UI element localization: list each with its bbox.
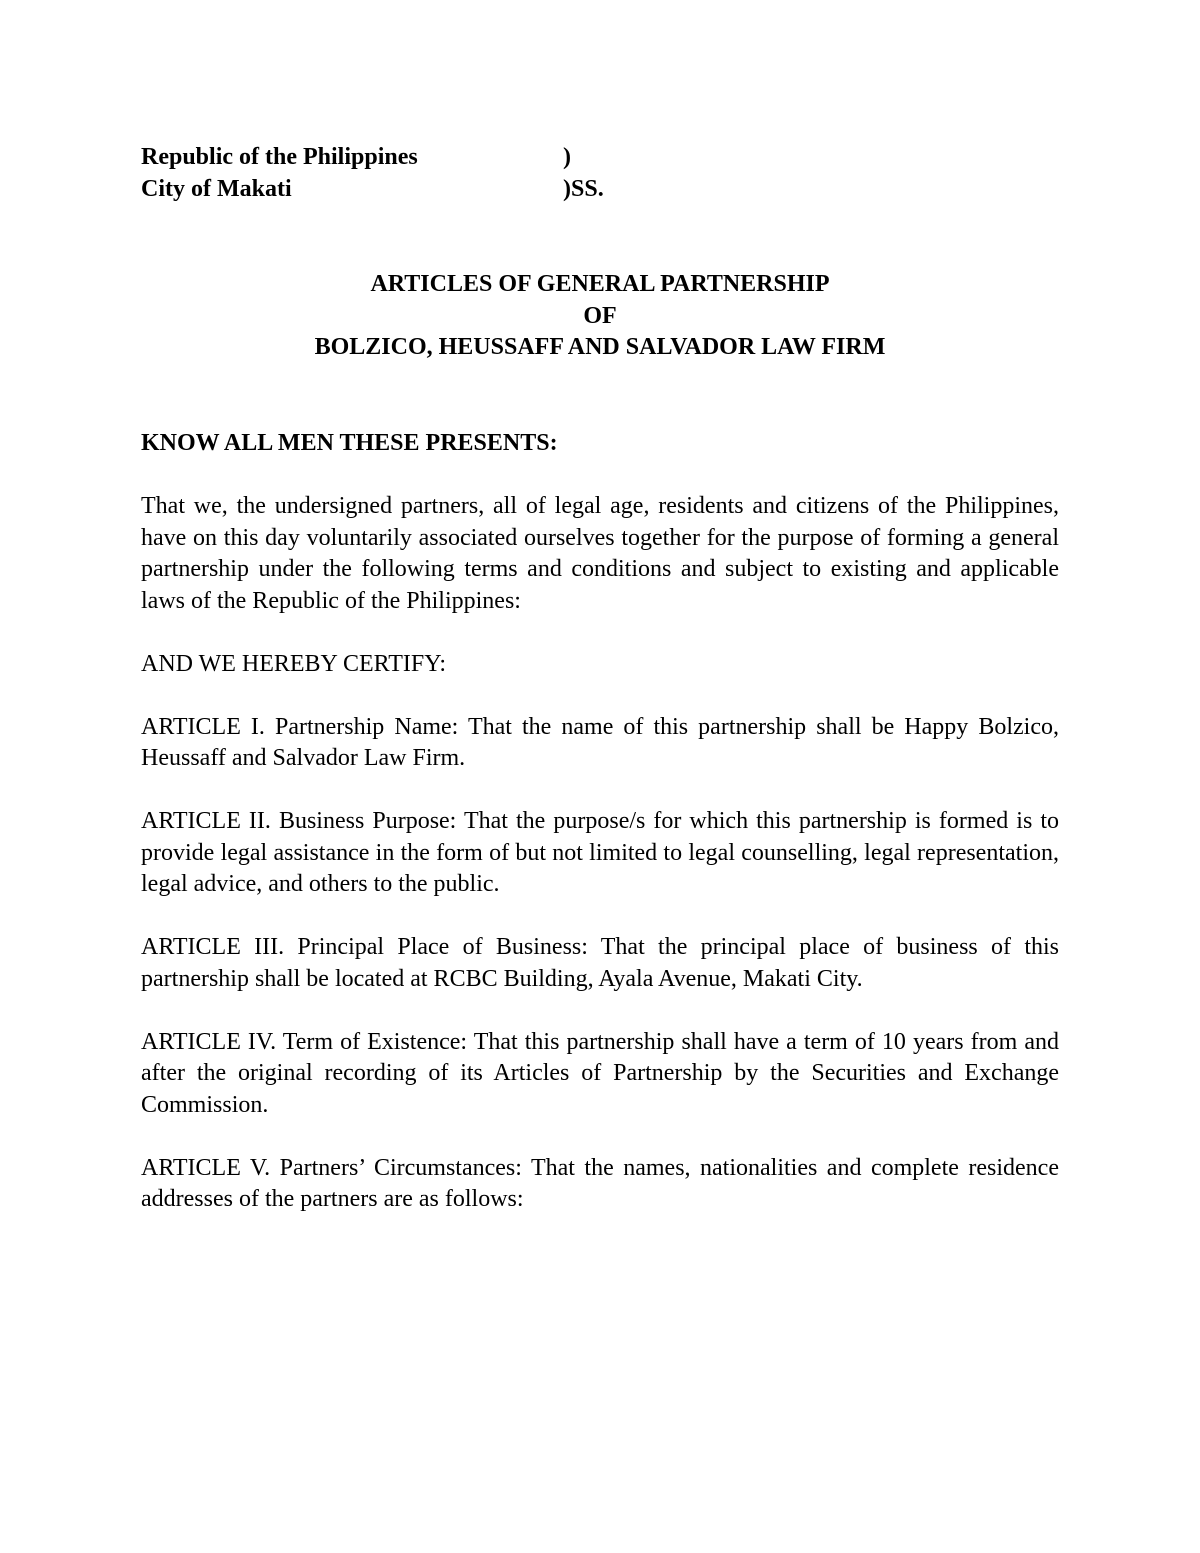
venue-country-bracket: )	[563, 144, 571, 170]
venue-block	[141, 142, 741, 206]
certify-line: AND WE HEREBY CERTIFY:	[141, 650, 447, 677]
article-4: ARTICLE IV. Term of Existence: That this partnership shall have a term of 10 years from and after the original recording of its Articles of Partnership by the Securities and Exchange Commission.	[141, 1028, 1059, 1118]
article-1: ARTICLE I. Partnership Name: That the name of this partnership shall be Happy Bolzico, Heussaff and Salvador Law Firm.	[141, 713, 1059, 771]
title-line-3: BOLZICO, HEUSSAFF AND SALVADOR LAW FIRM	[314, 334, 886, 360]
venue-city: City of Makati	[141, 176, 292, 202]
document-body	[141, 428, 1059, 1247]
salutation: KNOW ALL MEN THESE PRESENTS:	[141, 430, 558, 456]
venue-row-country	[141, 142, 741, 174]
title-line-2: OF	[583, 302, 617, 329]
article-3: ARTICLE III. Principal Place of Business: That the principal place of business of this partnership shall be located at RCBC Building, Ayala Avenue, Makati City.	[141, 934, 1059, 992]
venue-row-city	[141, 174, 741, 206]
article-5: ARTICLE V. Partners’ Circumstances: That the names, nationalities and complete residence addresses of the partners are as follows:	[141, 1154, 1059, 1212]
intro-paragraph: That we, the undersigned partners, all of legal age, residents and citizens of the Philippines, have on this day voluntarily associated ourselves together for the purpose of forming a general partnership under the following terms and conditions and subject to existing and applicable laws of the Republic of the Philippines:	[141, 493, 1059, 614]
venue-country: Republic of the Philippines	[141, 144, 418, 170]
article-2: ARTICLE II. Business Purpose: That the purpose/s for which this partnership is formed is to provide legal assistance in the form of but not limited to legal counselling, legal representation, legal advice, and others to the public.	[141, 808, 1059, 897]
title-line-1: ARTICLES OF GENERAL PARTNERSHIP	[370, 271, 830, 297]
document-title	[141, 269, 1059, 364]
venue-city-ss: )SS.	[563, 176, 604, 202]
